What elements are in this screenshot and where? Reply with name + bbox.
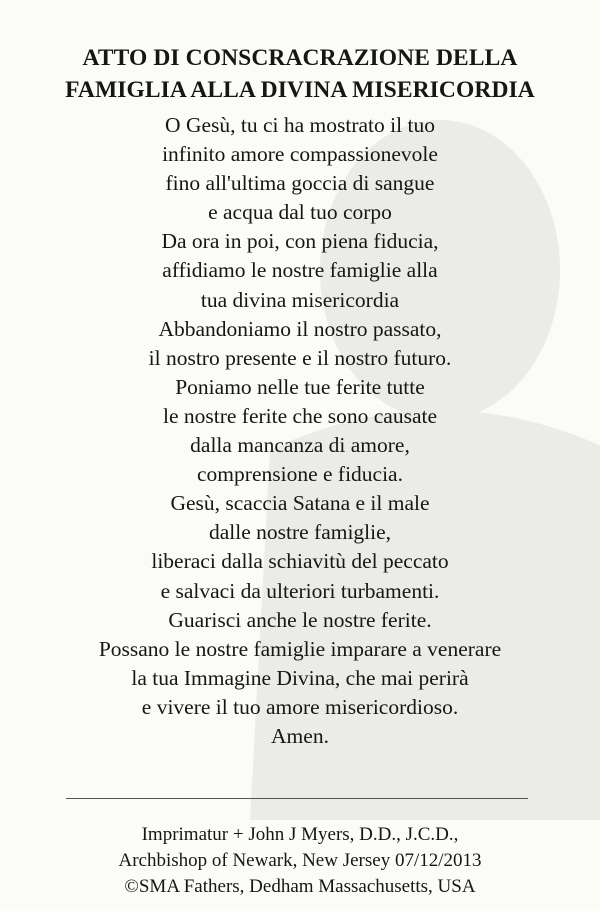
prayer-line: e acqua dal tuo corpo	[208, 200, 392, 225]
prayer-line: liberaci dalla schiavitù del peccato	[151, 549, 449, 574]
prayer-line: e vivere il tuo amore misericordioso.	[141, 694, 459, 719]
prayer-line: le nostre ferite che sono causate	[163, 403, 437, 428]
prayer-line: Gesù, scaccia Satana e il male	[170, 491, 430, 516]
prayer-line: affidiamo le nostre famiglie alla	[162, 258, 438, 283]
title-line: FAMIGLIA ALLA DIVINA MISERICORDIA	[65, 77, 535, 103]
prayer-line: e salvaci da ulteriori turbamenti.	[160, 578, 440, 603]
prayer-line: Abbandoniamo il nostro passato,	[158, 316, 442, 341]
title-line: ATTO DI CONSCRACRAZIONE DELLA	[82, 45, 518, 71]
prayer-line: comprensione e fiducia.	[197, 462, 403, 487]
prayer-line: dalla mancanza di amore,	[190, 433, 410, 458]
prayer-line: dalle nostre famiglie,	[208, 520, 392, 545]
copyright-line: ©SMA Fathers, Dedham Massachusetts, USA	[124, 876, 476, 897]
prayer-line: il nostro presente e il nostro futuro.	[148, 345, 452, 370]
prayer-line: Guarisci anche le nostre ferite.	[168, 607, 432, 632]
prayer-line: infinito amore compassionevole	[162, 142, 438, 167]
page-title	[0, 42, 600, 106]
prayer-line: la tua Immagine Divina, che mai perirà	[131, 665, 469, 690]
prayer-text	[0, 111, 600, 751]
prayer-line: O Gesù, tu ci ha mostrato il tuo	[165, 113, 435, 137]
divider-rule	[66, 798, 528, 799]
imprimatur-line: Imprimatur + John J Myers, D.D., J.C.D.,	[141, 824, 459, 845]
archbishop-line: Archbishop of Newark, New Jersey 07/12/2013	[118, 850, 482, 871]
prayer-line: fino all'ultima goccia di sangue	[165, 171, 435, 196]
imprimatur-footer	[0, 822, 600, 900]
prayer-line: Possano le nostre famiglie imparare a venerare	[98, 636, 502, 661]
prayer-amen: Amen.	[271, 723, 329, 748]
prayer-line: Da ora in poi, con piena fiducia,	[161, 229, 439, 254]
prayer-line: tua divina misericordia	[200, 287, 400, 312]
prayer-line: Poniamo nelle tue ferite tutte	[175, 374, 425, 399]
